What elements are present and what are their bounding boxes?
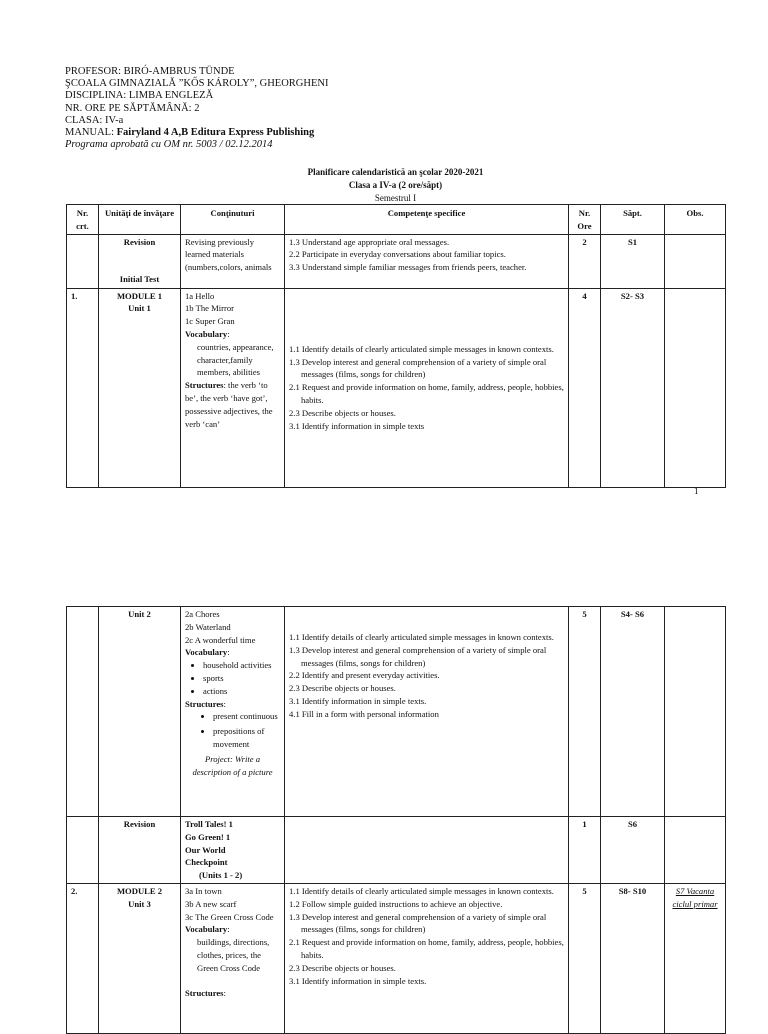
competences-cell: 1.1 Identify details of clearly articulated simple messages in known contexts. 1.3 Develop interest and general comprehension of a variety of simple oral messages (films, songs for children) 2.2 Identify and present everyday activities. 2.3 Describe objects or houses. 3.1 Identify information in simple texts. 4.1 Fill in a form with personal information bbox=[285, 607, 569, 817]
unit-sublabel: Initial Test bbox=[119, 273, 160, 284]
col-contents: Conţinuturi bbox=[181, 205, 285, 235]
list-item: • actions bbox=[203, 685, 280, 698]
week-cell: S4- S6 bbox=[601, 607, 665, 817]
semester-title: Semestrul I bbox=[374, 193, 417, 203]
hours-cell: 4 bbox=[569, 288, 601, 487]
module-label: MODULE 1 bbox=[116, 290, 163, 301]
hours-line: NR. ORE PE SĂPTĂMÂNĂ: 2 bbox=[65, 102, 200, 114]
unit-label: Unit 2 bbox=[99, 607, 181, 817]
school-line: ŞCOALA GIMNAZIALĂ ”KŐS KÁROLY”, GHEORGHENI bbox=[65, 78, 329, 90]
hours-cell: 1 bbox=[569, 817, 601, 884]
col-units: Unităţi de învăţare bbox=[99, 205, 181, 235]
table-header-row bbox=[67, 205, 726, 235]
unit-label: Revision bbox=[123, 236, 156, 247]
plan-table-page1 bbox=[66, 204, 726, 488]
content-cell: 3a In town 3b A new scarf 3c The Green Cross Code Vocabulary: buildings, directions, clothes, prices, the Green Cross Code Structures: bbox=[181, 883, 285, 1033]
list-item: • sports bbox=[203, 672, 280, 685]
list-item: • household activities bbox=[203, 659, 280, 672]
table-row bbox=[67, 288, 726, 487]
table-row bbox=[67, 883, 726, 1033]
table-row bbox=[67, 817, 726, 884]
unit-label: Unit 3 bbox=[128, 898, 151, 909]
row-number: 1. bbox=[67, 288, 99, 487]
manual-value: Fairyland 4 A,B Editura Express Publishing bbox=[116, 127, 315, 139]
teacher-line: PROFESOR: BIRÓ-AMBRUS TÜNDE bbox=[65, 66, 235, 77]
competences-cell: 1.1 Identify details of clearly articulated simple messages in known contexts. 1.3 Develop interest and general comprehension of a variety of simple oral messages (films, songs for children) 2.1 Request and provide information on home, family, address, people, hobbies, habits. 2.3 Describe objects or houses. 3.1 Identify information in simple texts bbox=[285, 288, 569, 487]
col-week: Săpt. bbox=[601, 205, 665, 235]
content-cell: 2a Chores 2b Waterland 2c A wonderful time Vocabulary: • household activities • sports • actions Structures: • present continuous • prepositions of movement Project: Write a description of a picture bbox=[181, 607, 285, 817]
discipline-line: DISCIPLINA: LIMBA ENGLEZĂ bbox=[65, 90, 214, 102]
content-cell: 1a Hello 1b The Mirror 1c Super Gran Vocabulary: countries, appearance, character,family members, abilities Structures: the verb ‘to be’, the verb ‘have got’, possessive adjectives, the verb ‘can’ bbox=[181, 288, 285, 487]
table-row bbox=[67, 607, 726, 817]
manual-label: MANUAL: bbox=[65, 127, 117, 139]
week-cell: S1 bbox=[601, 234, 665, 288]
list-item: • present continuous bbox=[213, 710, 280, 723]
col-competences: Competenţe specifice bbox=[285, 205, 569, 235]
manual-line bbox=[65, 127, 328, 139]
obs-cell: S7 Vacanta ciclul primar bbox=[665, 883, 726, 1033]
hours-cell: 5 bbox=[569, 883, 601, 1033]
unit-label: Unit 1 bbox=[128, 303, 151, 314]
page-number: 1 bbox=[694, 486, 699, 496]
class-line: CLASA: IV-a bbox=[65, 114, 124, 126]
week-cell: S8- S10 bbox=[601, 883, 665, 1033]
col-hours: Nr. Ore bbox=[569, 205, 601, 235]
plan-table-page2 bbox=[66, 606, 726, 1034]
hours-cell: 2 bbox=[569, 234, 601, 288]
program-line: Programa aprobată cu OM nr. 5003 / 02.12.2014 bbox=[65, 139, 273, 151]
col-obs: Obs. bbox=[665, 205, 726, 235]
competences-cell: 1.1 Identify details of clearly articulated simple messages in known contexts. 1.2 Follow simple guided instructions to achieve an objective. 1.3 Develop interest and general comprehension of a variety of simple oral messages (films, songs for children) 2.1 Request and provide information on home, family, address, people, hobbies, habits. 2.3 Describe objects or houses. 3.1 Identify information in simple texts. bbox=[285, 883, 569, 1033]
row-number: 2. bbox=[67, 883, 99, 1033]
document-header bbox=[65, 66, 328, 151]
week-cell: S2- S3 bbox=[601, 288, 665, 487]
content-cell: Troll Tales! 1 Go Green! 1 Our World Checkpoint (Units 1 - 2) bbox=[181, 817, 285, 884]
hours-cell: 5 bbox=[569, 607, 601, 817]
vocabulary-list bbox=[185, 659, 280, 697]
class-title: Clasa a IV-a (2 ore/săpt) bbox=[348, 180, 443, 190]
col-nr: Nr. crt. bbox=[67, 205, 99, 235]
structures-list bbox=[185, 710, 280, 750]
content-cell: Revising previously learned materials (numbers,colors, animals bbox=[181, 234, 285, 288]
list-item: • prepositions of movement bbox=[213, 725, 280, 751]
plan-title: Planificare calendaristică an şcolar 2020-2021 bbox=[307, 167, 484, 177]
table-row bbox=[67, 234, 726, 288]
week-cell: S6 bbox=[601, 817, 665, 884]
module-label: MODULE 2 bbox=[116, 885, 163, 896]
competences-cell: 1.3 Understand age appropriate oral messages. 2.2 Participate in everyday conversations about familiar topics. 3.3 Understand simple familiar messages from friends peers, teacher. bbox=[285, 234, 569, 288]
project-note: Project: Write a description of a picture bbox=[192, 753, 273, 777]
unit-label: Revision bbox=[99, 817, 181, 884]
